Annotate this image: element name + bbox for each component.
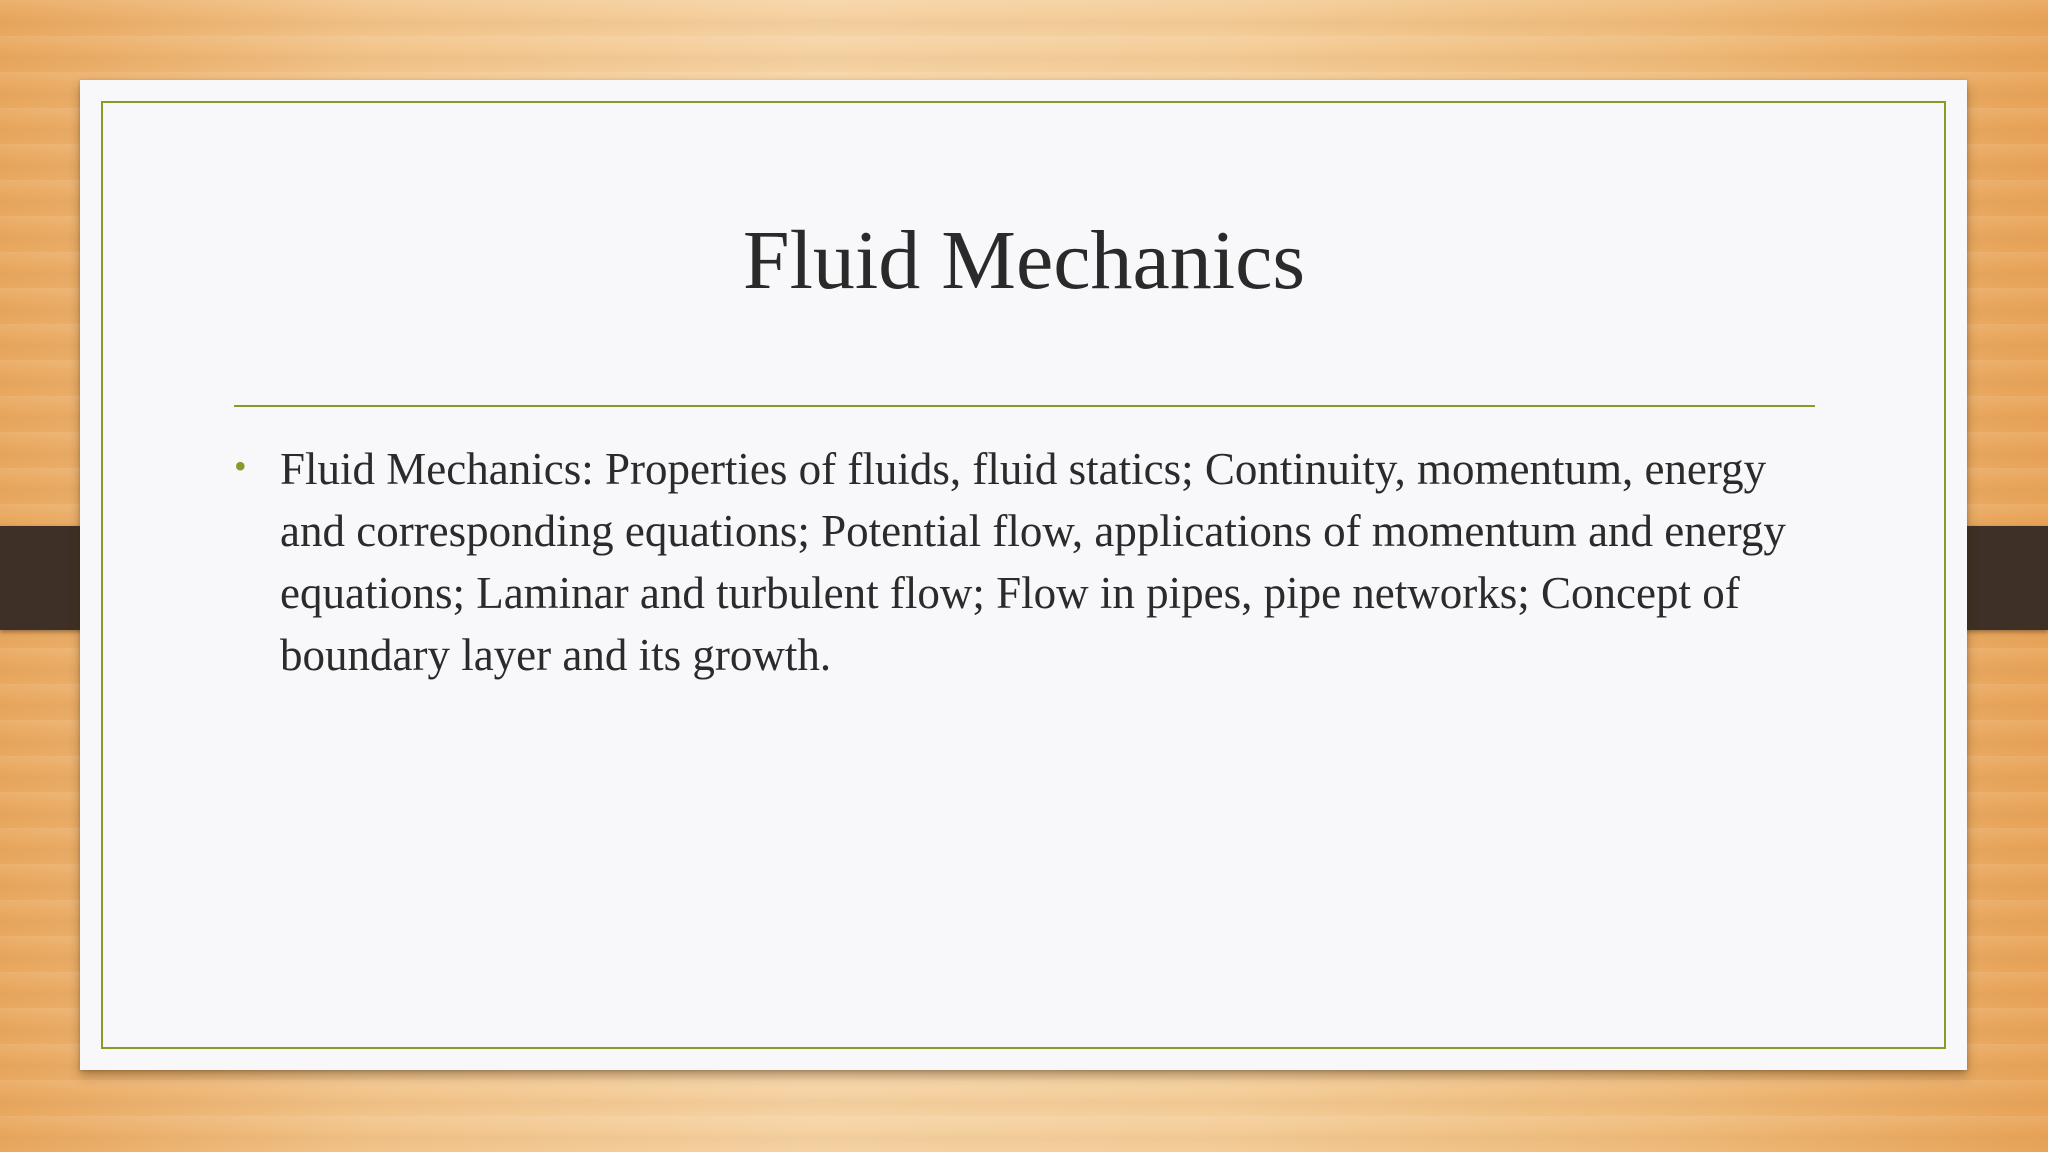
title-divider (234, 405, 1815, 407)
bullet-marker: • (234, 446, 247, 486)
bullet-text: Fluid Mechanics: Properties of fluids, fluid statics; Continuity, momentum, energy and corresponding equations; Potential flow, applications of momentum and energy equations; Laminar and turbulent flow; Flow in pipes, pipe networks; Concept of boundary layer and its growth. (280, 444, 1786, 680)
slide-title: Fluid Mechanics (742, 214, 1306, 307)
